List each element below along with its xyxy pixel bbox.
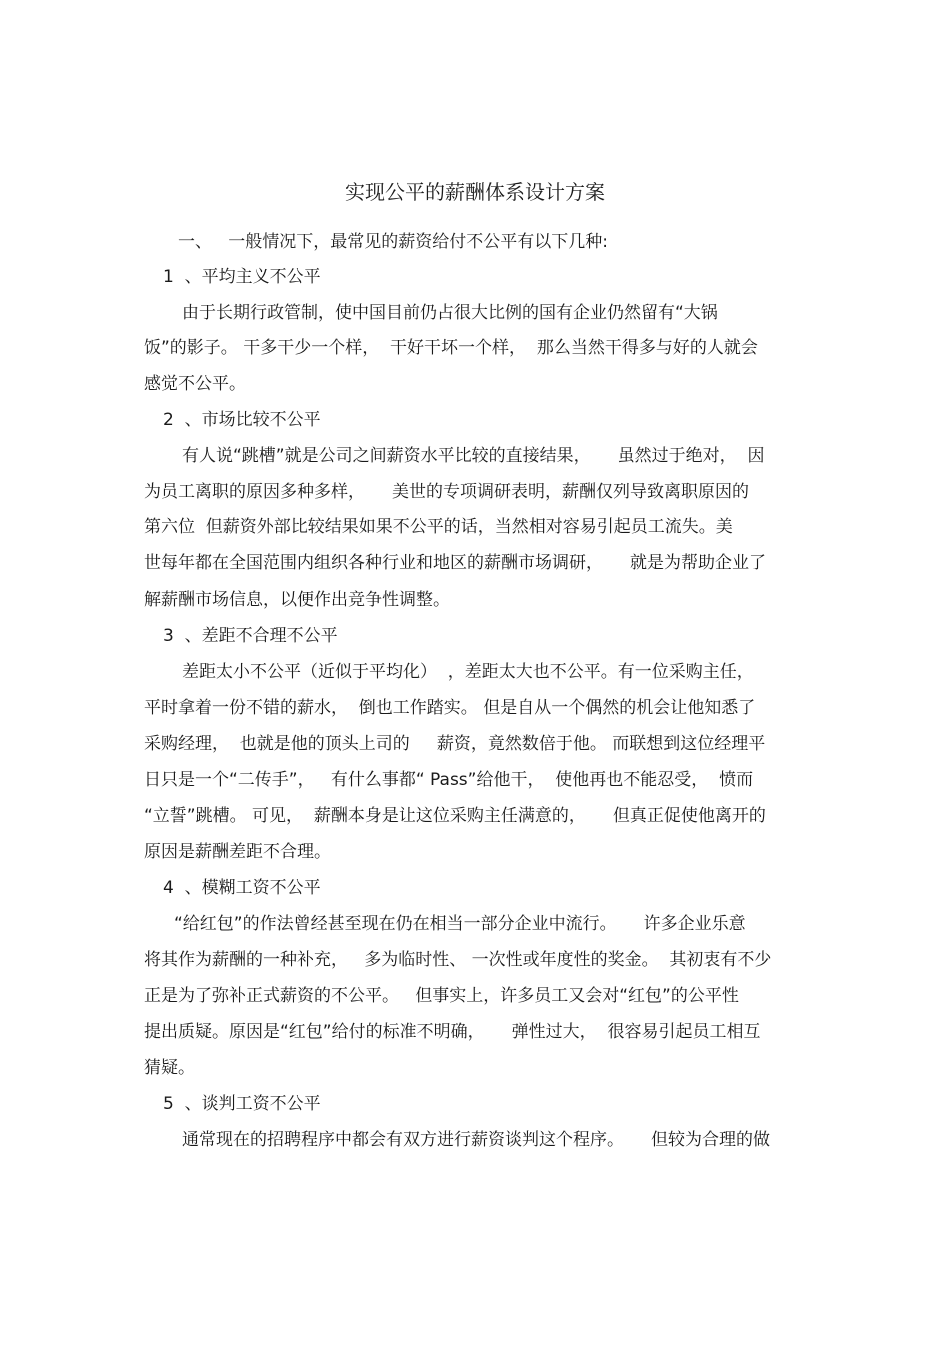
paragraph-line: 解薪酬市场信息，以便作出竞争性调整。 [144,590,450,610]
subsection-heading: 2 、市场比较不公平 [163,410,321,430]
subsection-heading: 4 、模糊工资不公平 [163,878,321,898]
paragraph-line: 有人说“跳槽”就是公司之间薪资水平比较的直接结果， 虽然过于绝对， 因 [182,446,765,466]
paragraph-line: 采购经理， 也就是他的顶头上司的 薪资，竟然数倍于他。 而联想到这位经理平 [144,734,766,754]
paragraph-line: 平时拿着一份不错的薪水， 倒也工作踏实。 但是自从一个偶然的机会让他知悉了 [144,698,756,718]
paragraph-line: 日只是一个“二传手”， 有什么事都“ Pass”给他干， 使他再也不能忍受， 愤而 [144,770,754,790]
paragraph-line: 猜疑。 [144,1058,195,1078]
paragraph-line: 通常现在的招聘程序中都会有双方进行薪资谈判这个程序。 但较为合理的做 [182,1130,771,1150]
paragraph-line: 正是为了弥补正式薪资的不公平。 但事实上，许多员工又会对“红包”的公平性 [144,986,739,1006]
paragraph-line: 差距太小不公平（近似于平均化） ，差距太大也不公平。有一位采购主任， [182,662,754,682]
paragraph-line: 由于长期行政管制，使中国目前仍占很大比例的国有企业仍然留有“大锅 [182,303,718,323]
section-heading: 一、 一般情况下，最常见的薪资给付不公平有以下几种: [178,232,608,252]
document-title: 实现公平的薪酬体系设计方案 [345,180,605,204]
paragraph-line: “给红包”的作法曾经甚至现在仍在相当一部分企业中流行。 许多企业乐意 [174,914,746,934]
paragraph-line: 感觉不公平。 [144,374,246,394]
paragraph-line: 原因是薪酬差距不合理。 [144,842,331,862]
paragraph-line: 第六位 但薪资外部比较结果如果不公平的话，当然相对容易引起员工流失。美 [144,517,733,537]
subsection-heading: 5 、谈判工资不公平 [163,1094,321,1114]
paragraph-line: 饭”的影子。 干多干少一个样， 干好干坏一个样， 那么当然干得多与好的人就会 [144,338,758,358]
paragraph-line: 提出质疑。原因是“红包”给付的标准不明确， 弹性过大， 很容易引起员工相互 [144,1022,761,1042]
subsection-heading: 3 、差距不合理不公平 [163,626,338,646]
paragraph-line: 为员工离职的原因多种多样， 美世的专项调研表明，薪酬仅列导致离职原因的 [144,482,750,502]
paragraph-line: 将其作为薪酬的一种补充， 多为临时性、 一次性或年度性的奖金。 其初衷有不少 [144,950,772,970]
paragraph-line: 世每年都在全国范围内组织各种行业和地区的薪酬市场调研， 就是为帮助企业了 [144,553,767,573]
paragraph-line: “立誓”跳槽。 可见， 薪酬本身是让这位采购主任满意的， 但真正促使他离开的 [144,806,766,826]
subsection-heading: 1 、平均主义不公平 [163,267,321,287]
